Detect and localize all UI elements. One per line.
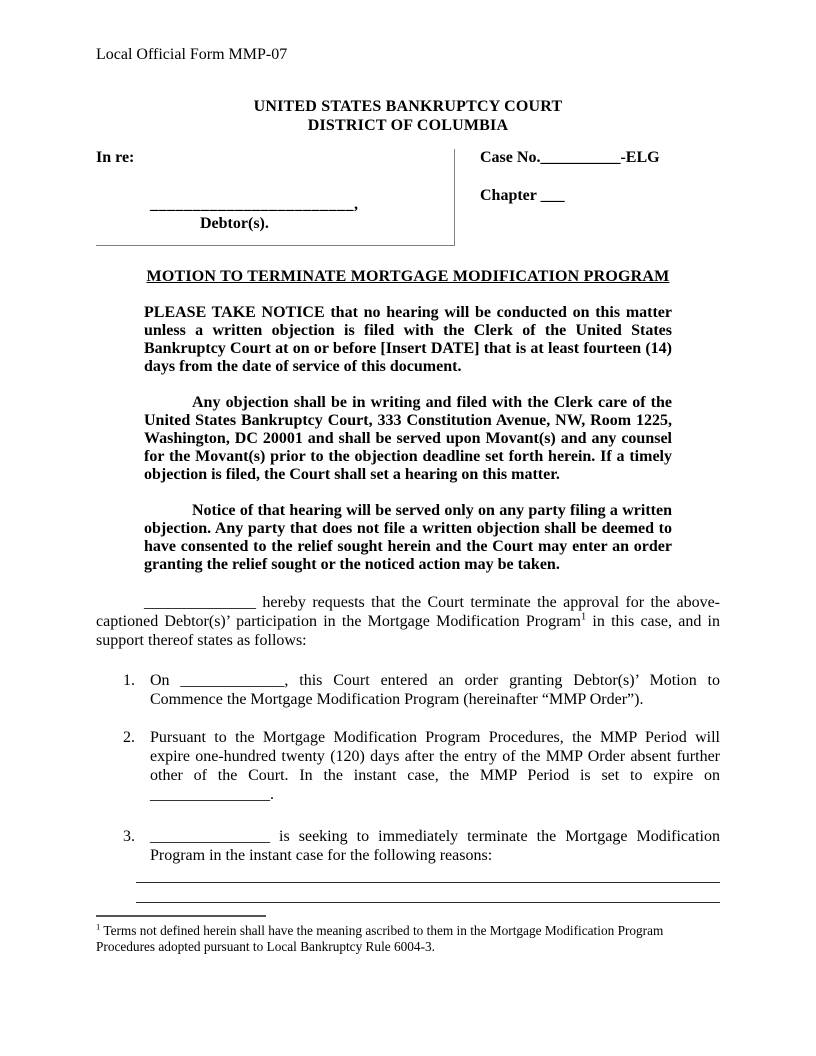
court-district: DISTRICT OF COLUMBIA [307,117,509,134]
case-number-line [480,149,720,167]
numbered-item-2 [123,728,720,804]
item-1-text [150,671,720,709]
item-1-text-pre: On [150,672,181,689]
debtor-name-line [150,196,454,214]
case-number-suffix: -ELG [620,149,660,166]
request-paragraph [96,593,720,650]
footnote [96,915,720,955]
case-number-label: Case No. [480,149,541,166]
item-3-movant-blank: _______________ [150,828,270,845]
numbered-item-3 [123,827,720,865]
movant-name-blank: ______________ [144,594,256,611]
item-3-text [150,827,720,865]
case-number-blank: __________ [540,149,621,166]
motion-title-text: MOTION TO TERMINATE MORTGAGE MODIFICATION PROGRAM [146,268,670,285]
item-3-text-post: is seeking to immediately terminate the Mortgage Modification Program in the instant case for the following reasons: [150,828,720,864]
footnote-number: 1 [96,921,101,932]
caption-case-cell [455,149,720,246]
item-1-text-post: , this Court entered an order granting Debtor(s)’ Motion to Commence the Mortgage Modification Program (hereinafter “MMP Order”). [150,672,720,708]
reason-blank-line-1 [136,882,720,883]
form-label: Local Official Form MMP-07 [96,46,288,63]
notice-paragraph-1: PLEASE TAKE NOTICE that no hearing will be conducted on this matter unless a written objection is filed with the Clerk of the United States Bankruptcy Court at on or before [Insert DATE] that is at least fourteen (14) days from the date of service of this document. [144,304,672,375]
debtor-name-comma: , [354,196,359,213]
chapter-label: Chapter [480,187,541,204]
request-text: hereby requests that the Court terminate the approval for the above-captioned Debtor(s)’ participation in the Mortgage Modification Program [96,594,720,630]
item-1-number: 1. [123,672,135,689]
notice-paragraph-2: Any objection shall be in writing and filed with the Clerk care of the United States Bankruptcy Court, 333 Constitution Avenue, NW, Room 1225, Washington, DC 20001 and shall be served upon Movant(s) and any counsel for the Movant(s) prior to the objection deadline set forth herein. If a timely objection is filed, the Court shall set a hearing on this matter. [144,394,672,483]
caption-debtor-cell [96,149,455,246]
item-3-number: 3. [123,828,135,845]
footnote-body: Terms not defined herein shall have the meaning ascribed to them in the Mortgage Modification Program Procedures adopted pursuant to Local Bankruptcy Rule 6004-3. [96,923,664,954]
item-1-date-blank: _____________ [180,672,285,689]
item-2-text-pre: Pursuant to the Mortgage Modification Program Procedures, the MMP Period will expire one-hundred twenty (120) days after the entry of the MMP Order absent further other of the Court. In the instant case, the MMP Period is set to expire on [150,729,720,784]
numbered-item-1 [123,671,720,709]
court-name: UNITED STATES BANKRUPTCY COURT [253,98,563,115]
debtor-name-blank: ________________________ [150,196,354,213]
debtor-label: Debtor(s). [200,215,269,232]
chapter-line [480,187,720,205]
item-2-text [150,728,720,804]
item-2-text-post: . [270,786,274,803]
request-text-continued: in this case, and in support thereof states as follows: [96,613,720,649]
reason-blank-line-2 [136,902,720,903]
footnote-reference-mark: 1 [580,611,587,623]
chapter-blank: ___ [540,187,565,204]
in-re-label: In re: [96,149,135,166]
case-caption [96,149,720,246]
court-header [96,97,720,135]
footnote-separator [96,915,266,917]
footnote-text [96,923,720,955]
notice-paragraph-3: Notice of that hearing will be served only on any party filing a written objection. Any party that does not file a written objection shall be deemed to have consented to the relief sought herein and the Court may enter an order granting the relief sought or the noticed action may be taken. [144,502,672,573]
item-2-expire-date-blank: _______________ [150,786,270,803]
item-2-number: 2. [123,729,135,746]
motion-title [96,268,720,286]
